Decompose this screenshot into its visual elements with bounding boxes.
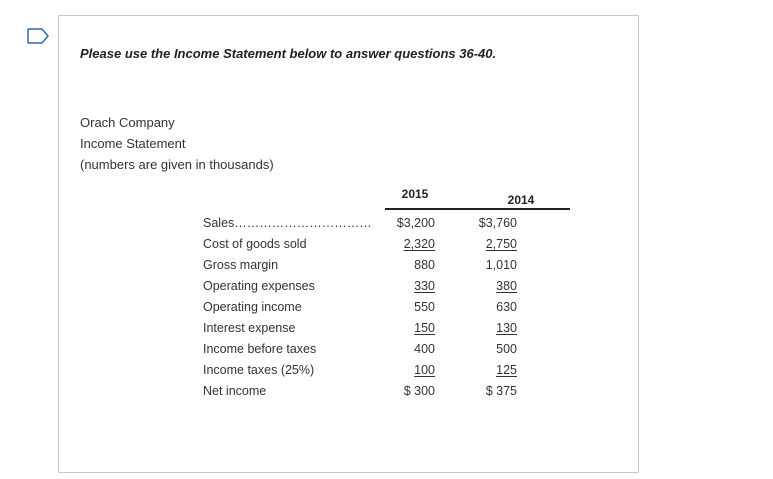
value-2014: 630	[496, 300, 517, 314]
value-2014: $ 375	[485, 384, 517, 398]
row-label: Operating expenses	[203, 279, 315, 293]
value-2015: $ 300	[403, 384, 435, 398]
value-2015: 2,320	[403, 237, 435, 251]
row-label: Interest expense	[203, 321, 296, 335]
value-2014: 380	[496, 279, 517, 293]
row-label: Net income	[203, 384, 267, 398]
header-rule	[385, 208, 570, 210]
value-2015: 330	[414, 279, 435, 293]
value-2014: 2,750	[485, 237, 517, 251]
units-note: (numbers are given in thousands)	[80, 157, 274, 172]
value-2015: 400	[414, 342, 435, 356]
row-label: Income before taxes	[203, 342, 317, 356]
company-name: Orach Company	[80, 115, 175, 130]
flag-outline-icon[interactable]	[27, 28, 49, 44]
question-card	[58, 15, 639, 473]
company-header	[80, 112, 274, 175]
value-2015: 550	[414, 300, 435, 314]
row-label: Gross margin	[203, 258, 279, 272]
row-label: Cost of goods sold	[203, 237, 307, 251]
value-2015: 100	[414, 363, 435, 377]
instruction-text: Please use the Income Statement below to answer questions 36-40.	[80, 46, 497, 61]
value-2015: 880	[414, 258, 435, 272]
value-2014: 130	[496, 321, 517, 335]
column-header-2014: 2014	[507, 193, 535, 207]
column-header-2015: 2015	[401, 187, 429, 201]
value-2015: $3,200	[396, 216, 435, 230]
value-2014: 1,010	[485, 258, 517, 272]
value-2014: 500	[496, 342, 517, 356]
value-2015: 150	[414, 321, 435, 335]
row-label: Income taxes (25%)	[203, 363, 315, 377]
row-label: Operating income	[203, 300, 302, 314]
value-2014: $3,760	[478, 216, 517, 230]
statement-title: Income Statement	[80, 136, 186, 151]
value-2014: 125	[496, 363, 517, 377]
row-label: Sales……………………………	[203, 216, 372, 230]
